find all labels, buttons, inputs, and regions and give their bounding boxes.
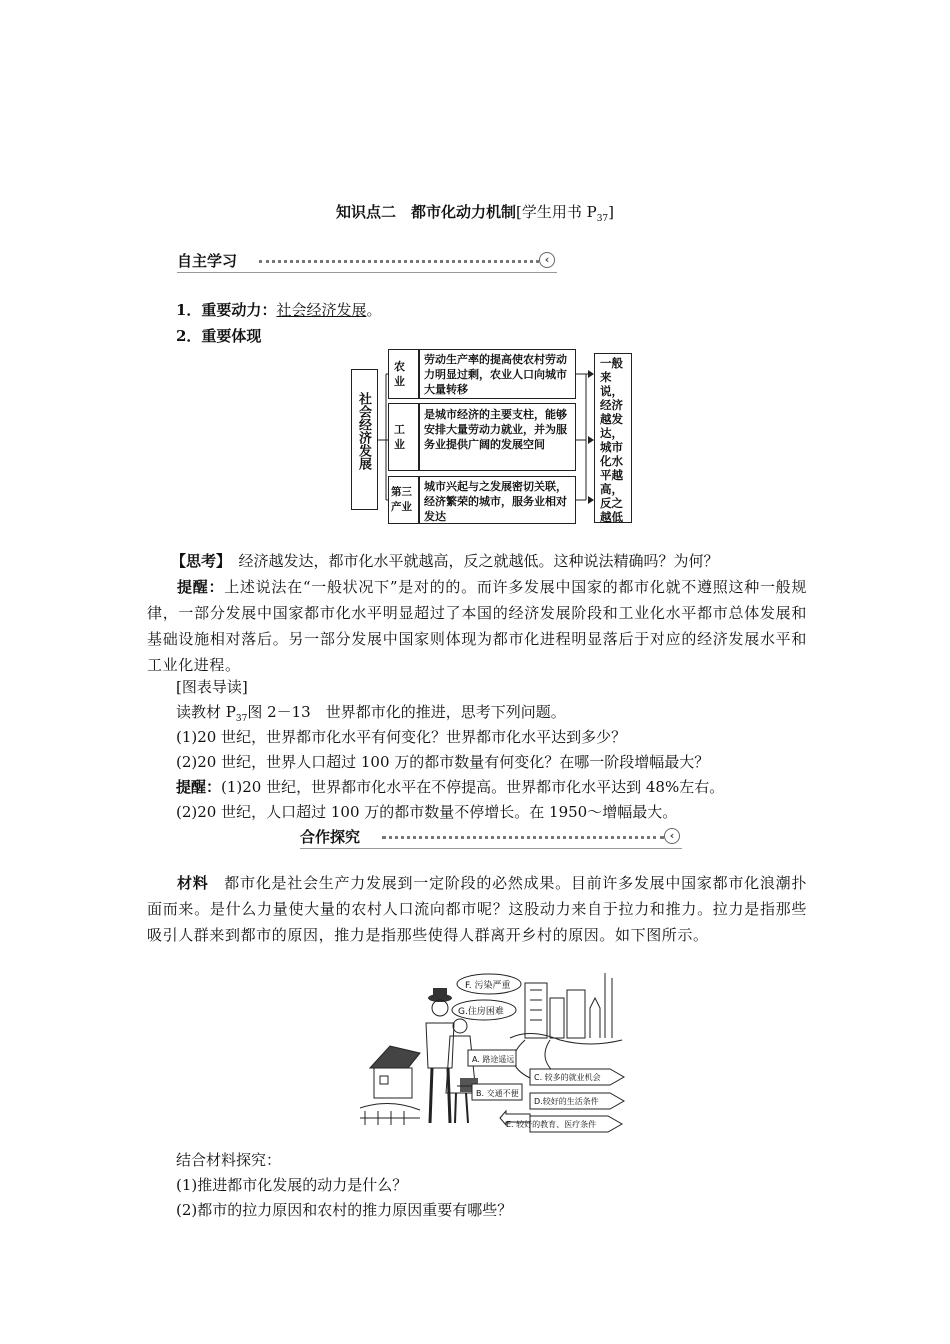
label-education: E. 较好的教育、医疗条件 bbox=[506, 1120, 597, 1129]
explore-q1: (1)推进都市化发展的动力是什么？ bbox=[176, 1176, 408, 1194]
sector-box-industry: 工业 bbox=[388, 403, 419, 471]
migration-illustration bbox=[360, 968, 630, 1143]
sector-box-agriculture: 农业 bbox=[388, 349, 419, 399]
page-title bbox=[0, 201, 950, 224]
diagram-result-box: 一般来说，经济越发达，城市化水平越高，反之越低 bbox=[594, 353, 632, 523]
header-underline bbox=[300, 848, 682, 849]
label-transport: B. 交通不便 bbox=[476, 1089, 519, 1098]
label-housing: G.住房困难 bbox=[458, 1007, 504, 1017]
title-main: 知识点二 都市化动力机制 bbox=[335, 203, 516, 221]
sector-desc-industry: 是城市经济的主要支柱，能够安排大量劳动力就业，并为服务业提供广阔的发展空间 bbox=[419, 403, 576, 471]
title-ref-sub: 37 bbox=[596, 214, 609, 224]
explore-q2: (2)都市的拉力原因和农村的推力原因重要有哪些？ bbox=[176, 1201, 513, 1219]
material-paragraph bbox=[147, 870, 807, 948]
chart-guide-a1: 提醒：(1)20 世纪，世界都市化水平在不停提高。世界都市化水平达到 48%左右。 bbox=[176, 778, 725, 796]
think-question bbox=[147, 548, 807, 574]
sector-box-tertiary: 第三产业 bbox=[388, 476, 419, 524]
dotted-divider bbox=[382, 836, 664, 841]
label-pollution: F. 污染严重 bbox=[465, 981, 511, 991]
hint-label: 提醒： bbox=[177, 578, 225, 596]
item-2: 2．重要体现 bbox=[176, 327, 262, 345]
label-distance: A. 路途遥远 bbox=[472, 1055, 515, 1064]
dotted-divider bbox=[259, 260, 539, 265]
explore-intro: 结合材料探究： bbox=[176, 1151, 282, 1169]
chevron-left-icon: ‹ bbox=[664, 828, 680, 844]
section-header-cooperation bbox=[300, 826, 682, 848]
sector-desc-agriculture: 劳动生产率的提高使农村劳动力明显过剩，农业人口向城市大量转移 bbox=[419, 349, 576, 399]
material-label: 材料 bbox=[177, 874, 209, 892]
chart-guide-intro: 读教材 $P_{37}$图 2－13 世界都市化的推进，思考下列问题。 bbox=[176, 703, 566, 724]
chart-guide-a2: (2)20 世纪，人口超过 100 万的都市数量不停增长。在 1950～增幅最大。 bbox=[176, 803, 678, 821]
chart-guide-q1: (1)20 世纪，世界都市化水平有何变化？世界都市化水平达到多少？ bbox=[176, 728, 627, 746]
think-hint bbox=[147, 574, 807, 678]
chevron-left-icon: ‹ bbox=[539, 252, 555, 268]
header-underline bbox=[177, 272, 557, 273]
chart-guide-label: [图表导读] bbox=[176, 678, 248, 696]
hint-text: 上述说法在“一般状况下”是对的的。而许多发展中国家的都市化就不遵照这种一般规律，一部分发展中国家都市化水平明显超过了本国的经济发展阶段和工业化水平都市总体发展和基础设施相对落后。另一部分发展中国家则体现为都市化进程明显落后于对应的经济发展水平和工业化进程。 bbox=[147, 578, 807, 674]
sector-desc-tertiary: 城市兴起与之发展密切关联，经济繁荣的城市，服务业相对发达 bbox=[419, 476, 576, 524]
chart-guide-q2: (2)20 世纪，世界人口超过 100 万的都市数量有何变化？在哪一阶段增幅最大？ bbox=[176, 753, 710, 771]
think-label: 【思考】 bbox=[171, 552, 224, 570]
label-living: D.较好的生活条件 bbox=[534, 1097, 599, 1106]
title-ref: [学生用书 P bbox=[515, 203, 597, 221]
section-title: 自主学习 bbox=[177, 252, 238, 270]
think-question-text: 经济越发达，都市化水平就越高，反之就越低。这种说法精确吗？为何？ bbox=[223, 552, 719, 570]
label-jobs: C. 较多的就业机会 bbox=[534, 1073, 601, 1082]
diagram-root-box: 社会经济发展 bbox=[351, 369, 378, 510]
section-header-self-study bbox=[177, 250, 557, 272]
title-ref-end: ] bbox=[608, 203, 615, 221]
section-title: 合作探究 bbox=[300, 828, 361, 846]
material-text: 都市化是社会生产力发展到一定阶段的必然成果。目前许多发展中国家都市化浪潮扑面而来。是什么力量使大量的农村人口流向都市呢？这股动力来自于拉力和推力。拉力是指那些吸引人群来到都市的原因，推力是指那些使得人群离开乡村的原因。如下图所示。 bbox=[147, 874, 807, 944]
item-1: 1．重要动力：社会经济发展。 bbox=[176, 301, 382, 319]
item-1-value: 社会经济发展 bbox=[276, 301, 367, 319]
